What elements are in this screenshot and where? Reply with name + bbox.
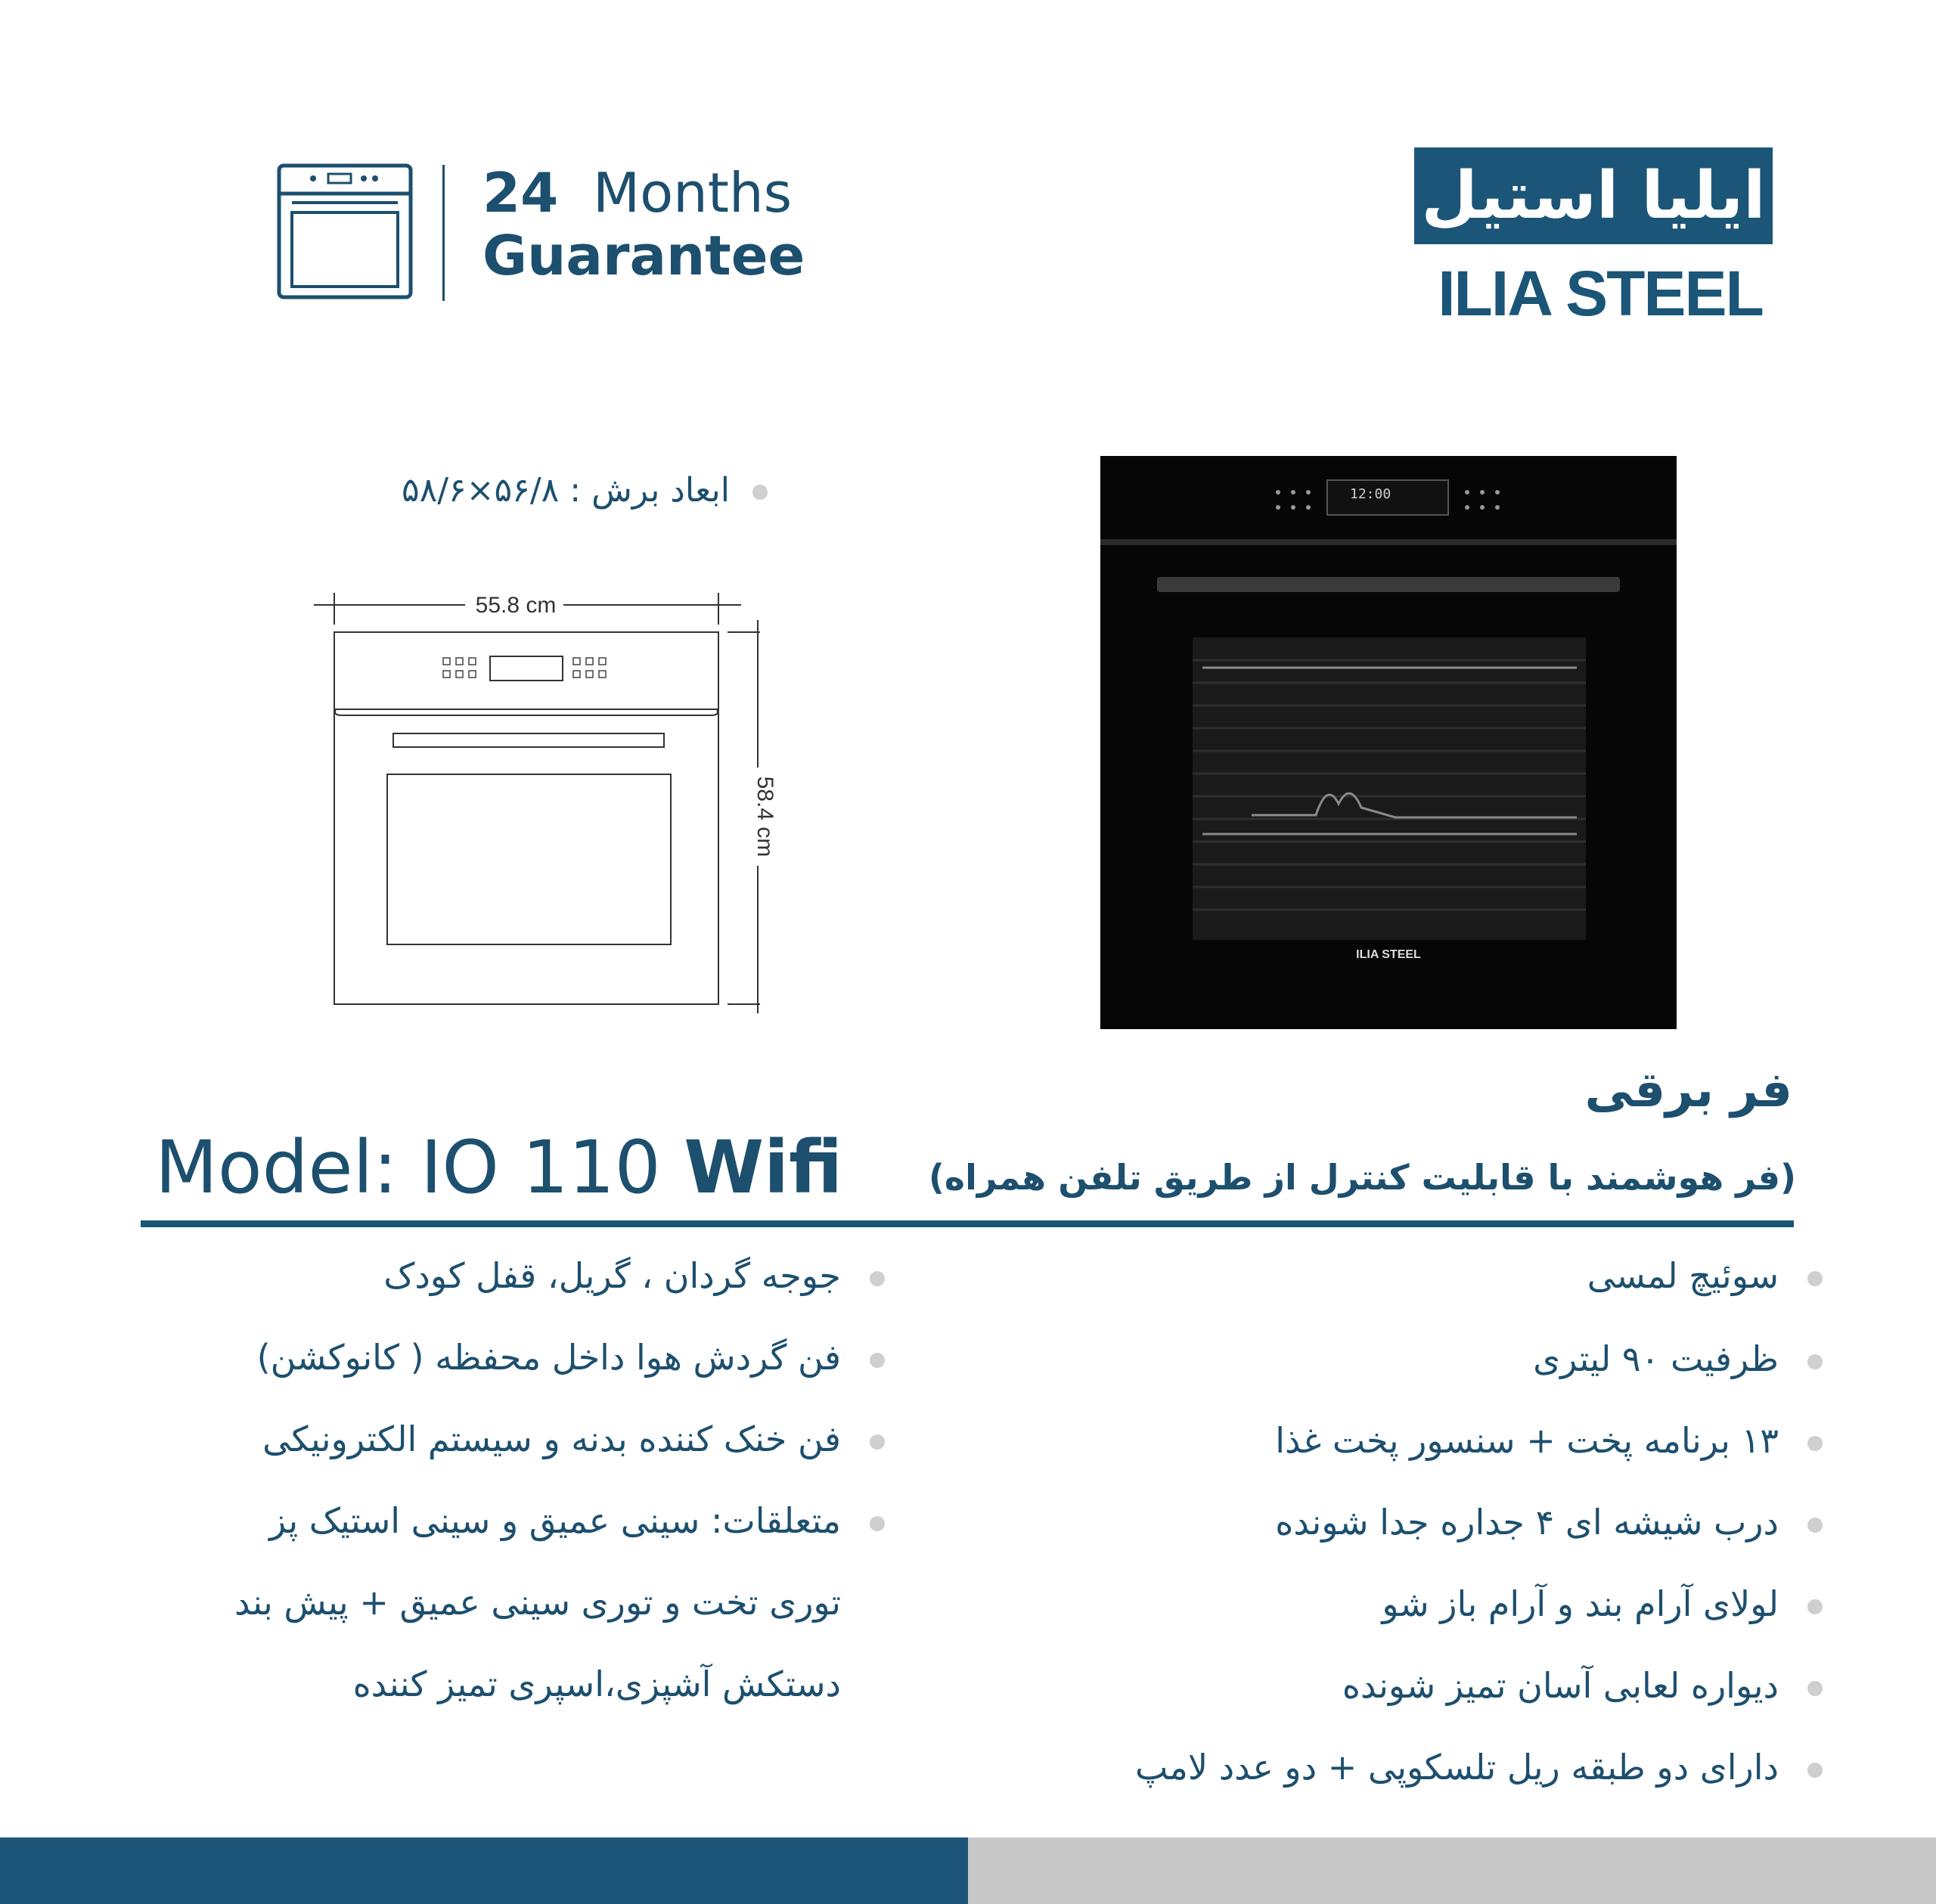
- guarantee-text: [482, 162, 805, 287]
- bullet-icon: [1807, 1518, 1823, 1533]
- guarantee-word: Guarantee: [482, 223, 805, 287]
- bullet-icon: [752, 485, 768, 500]
- guarantee-number: 24: [482, 161, 559, 225]
- brand-logo-fa: ایلیا استیل: [1414, 147, 1773, 244]
- width-dimension-label: 55.8 cm: [475, 593, 557, 618]
- list-item: دارای دو طبقه ریل تلسکوپی + دو عدد لامپ: [1135, 1747, 1823, 1788]
- list-item: فن خنک کننده بدنه و سیستم الکترونیکی: [262, 1419, 885, 1459]
- model-prefix: Model: IO 110: [155, 1125, 661, 1210]
- product-subtitle: (فر هوشمند با قابلیت کنترل از طریق تلفن همراه): [928, 1157, 1796, 1198]
- title-divider: [141, 1220, 1794, 1227]
- list-item: توری تخت و توری سینی عمیق + پیش بند: [234, 1582, 841, 1623]
- list-item: ۱۳ برنامه پخت + سنسور پخت غذا: [1275, 1420, 1823, 1461]
- oven-dimension-drawing: [302, 582, 786, 1021]
- features-right-list: [1066, 1255, 1823, 1800]
- bullet-icon: [1807, 1271, 1823, 1286]
- list-item: فن گردش هوا داخل محفظه ( کانوکشن): [257, 1337, 885, 1378]
- bullet-icon: [1807, 1436, 1823, 1451]
- oven-photo: [1100, 456, 1677, 1029]
- cut-dimensions-text: ابعاد برش : ۵۶/۸×۵۸/۶: [401, 471, 730, 510]
- bullet-icon: [1807, 1599, 1823, 1614]
- bullet-icon: [870, 1271, 885, 1286]
- brand-logo-en: ILIA STEEL: [1438, 258, 1763, 329]
- bullet-icon: [870, 1434, 885, 1450]
- list-item: متعلقات: سینی عمیق و سینی استیک پز: [269, 1500, 885, 1541]
- list-item: لولای آرام بند و آرام باز شو: [1382, 1583, 1823, 1624]
- list-item: دستکش آشپزی،اسپری تمیز کننده: [352, 1664, 841, 1704]
- product-title: فر برقی: [1584, 1062, 1792, 1118]
- features-left-list: [129, 1255, 885, 1709]
- bullet-icon: [1807, 1354, 1823, 1369]
- bullet-icon: [1807, 1681, 1823, 1696]
- footer-bar-blue: [0, 1837, 968, 1904]
- bullet-icon: [870, 1353, 885, 1368]
- bullet-icon: [870, 1516, 885, 1531]
- list-item: ظرفیت ۹۰ لیتری: [1533, 1338, 1823, 1379]
- cut-dimensions: [402, 471, 768, 510]
- list-item: سوئیچ لمسی: [1587, 1255, 1823, 1296]
- oven-icon: [277, 163, 413, 299]
- oven-brand-label: ILIA STEEL: [1356, 948, 1421, 961]
- footer-bar-grey: [968, 1837, 1936, 1904]
- oven-illustration: [1100, 456, 1677, 1029]
- list-item: دیواره لعابی آسان تمیز شونده: [1342, 1665, 1823, 1706]
- guarantee-divider: [442, 165, 445, 301]
- list-item: درب شیشه ای ۴ جداره جدا شونده: [1275, 1502, 1823, 1543]
- guarantee-months: Months: [592, 161, 793, 225]
- oven-clock: 12:00: [1350, 486, 1392, 502]
- model-name: [155, 1125, 842, 1210]
- bullet-icon: [1807, 1763, 1823, 1778]
- model-suffix: Wifi: [684, 1125, 843, 1210]
- list-item: جوجه گردان ، گریل، قفل کودک: [383, 1255, 885, 1296]
- height-dimension-label: 58.4 cm: [752, 776, 777, 857]
